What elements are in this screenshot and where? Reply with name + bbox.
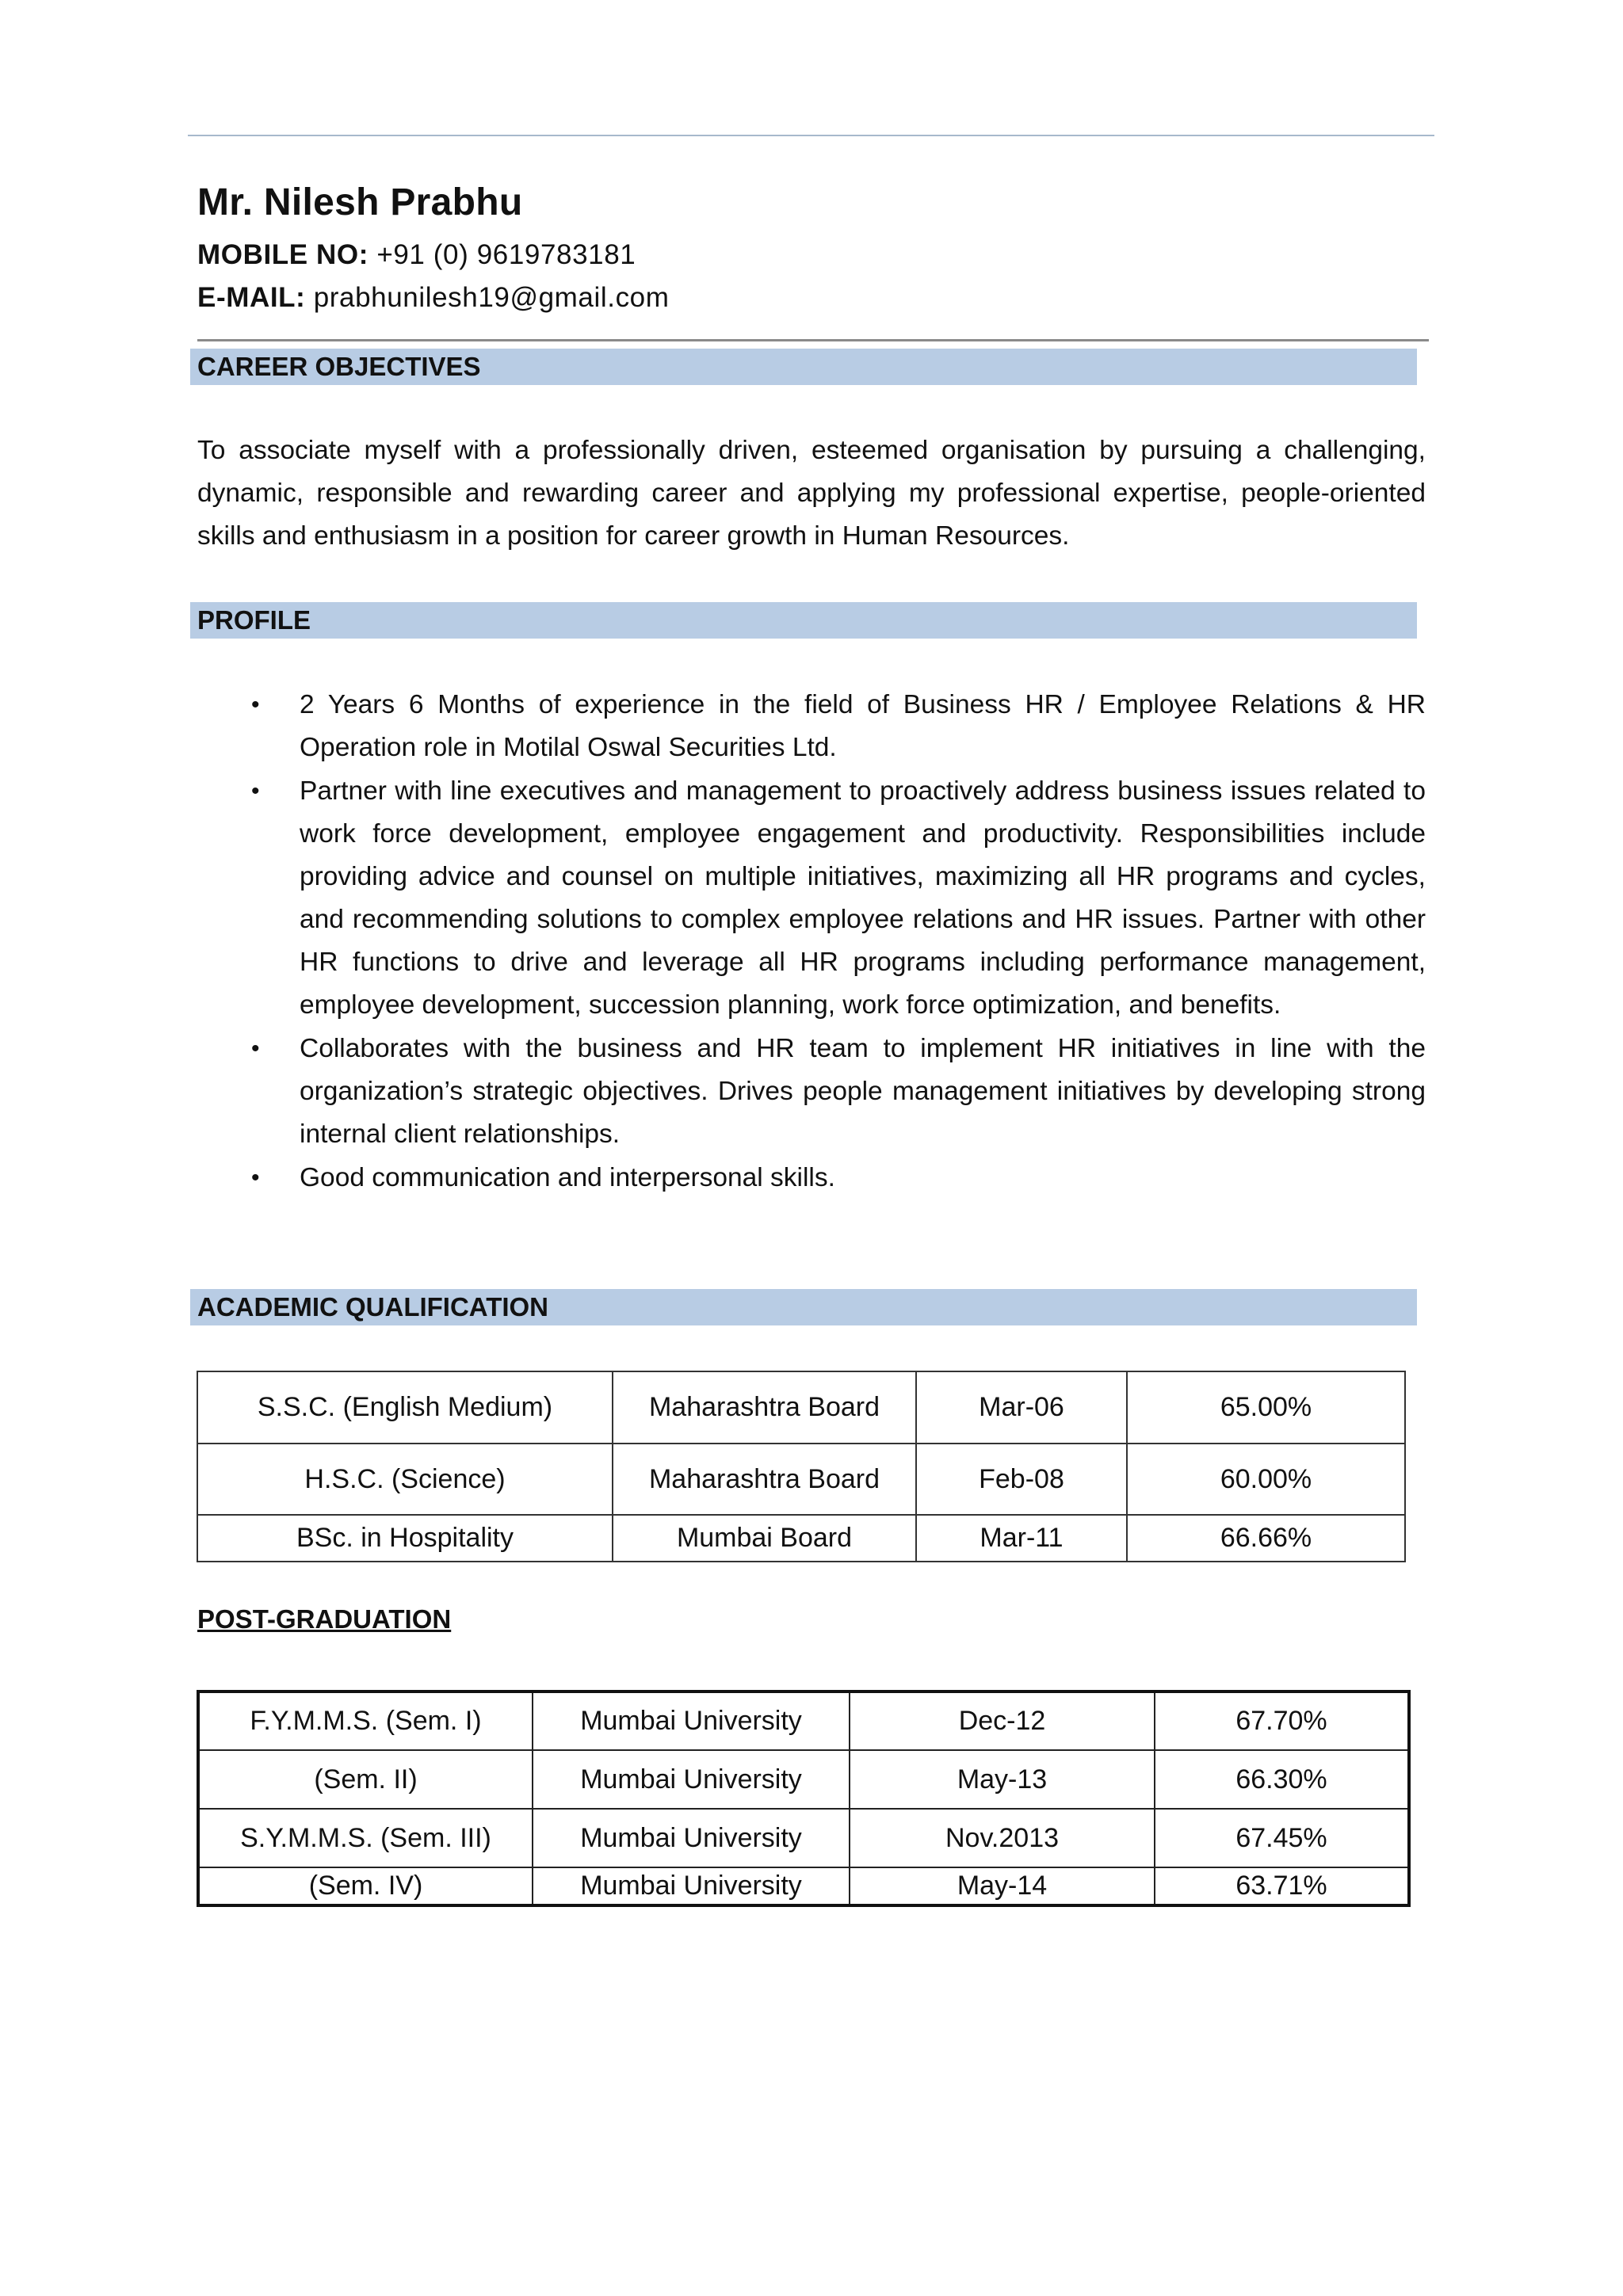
- table-cell: Dec-12: [850, 1691, 1155, 1750]
- profile-item-text: Collaborates with the business and HR team to implement HR initiatives in line with the organization’s strategic objectives. Drives people management initiatives by developing strong internal client relationships.: [300, 1034, 1426, 1149]
- table-row: [198, 1750, 1409, 1809]
- objective-paragraph: To associate myself with a professionally driven, esteemed organisation by pursuing a challenging, dynamic, responsible and rewarding career and applying my professional expertise, people-oriented skills and enthusiasm in a position for career growth in Human Resources.: [197, 436, 1426, 551]
- section-academic-qualification: ACADEMIC QUALIFICATION: [190, 1289, 1417, 1325]
- mobile-line: [197, 239, 636, 271]
- table-cell: Mar-06: [916, 1371, 1127, 1444]
- list-item: [197, 1028, 1426, 1156]
- table-row: [197, 1444, 1405, 1515]
- top-divider: [188, 135, 1434, 136]
- table-cell: 67.70%: [1155, 1691, 1409, 1750]
- table-row: [197, 1515, 1405, 1562]
- bullet-icon: •: [251, 1035, 260, 1062]
- table-cell: May-14: [850, 1867, 1155, 1905]
- post-graduation-table: [197, 1690, 1411, 1907]
- section-career-objectives: CAREER OBJECTIVES: [190, 349, 1417, 385]
- table-row: [198, 1809, 1409, 1867]
- table-cell: Mumbai University: [533, 1750, 850, 1809]
- table-cell: Mumbai Board: [613, 1515, 916, 1562]
- list-item: [197, 684, 1426, 769]
- table-cell: Mumbai University: [533, 1809, 850, 1867]
- table-row: [198, 1867, 1409, 1905]
- candidate-name: Mr. Nilesh Prabhu: [197, 181, 523, 223]
- table-cell: Nov.2013: [850, 1809, 1155, 1867]
- table-row: [197, 1371, 1405, 1444]
- table-cell: F.Y.M.M.S. (Sem. I): [198, 1691, 533, 1750]
- table-cell: S.S.C. (English Medium): [197, 1371, 613, 1444]
- table-cell: 63.71%: [1155, 1867, 1409, 1905]
- table-cell: Mumbai University: [533, 1867, 850, 1905]
- table-cell: 65.00%: [1127, 1371, 1405, 1444]
- table-cell: Mumbai University: [533, 1691, 850, 1750]
- table-cell: Mar-11: [916, 1515, 1127, 1562]
- list-item: [197, 1157, 1426, 1199]
- table-row: [198, 1691, 1409, 1750]
- table-cell: (Sem. IV): [198, 1867, 533, 1905]
- academic-table: [197, 1371, 1406, 1562]
- table-cell: (Sem. II): [198, 1750, 533, 1809]
- bullet-icon: •: [251, 778, 260, 804]
- table-cell: 66.30%: [1155, 1750, 1409, 1809]
- table-cell: S.Y.M.M.S. (Sem. III): [198, 1809, 533, 1867]
- table-cell: 66.66%: [1127, 1515, 1405, 1562]
- post-graduation-heading: POST-GRADUATION: [197, 1604, 452, 1634]
- profile-item-text: Good communication and interpersonal skills.: [300, 1163, 835, 1192]
- email-value: prabhunilesh19@gmail.com: [313, 282, 670, 313]
- header-divider: [197, 339, 1429, 341]
- table-cell: Feb-08: [916, 1444, 1127, 1515]
- table-cell: Maharashtra Board: [613, 1444, 916, 1515]
- table-cell: May-13: [850, 1750, 1155, 1809]
- email-line: [197, 282, 670, 314]
- table-cell: 67.45%: [1155, 1809, 1409, 1867]
- table-cell: Maharashtra Board: [613, 1371, 916, 1444]
- mobile-value: +91 (0) 9619783181: [376, 239, 636, 270]
- table-cell: 60.00%: [1127, 1444, 1405, 1515]
- section-profile: PROFILE: [190, 602, 1417, 639]
- profile-item-text: Partner with line executives and management to proactively address business issues related to work force development, employee engagement and productivity. Responsibilities include providing advice and counsel on multiple initiatives, maximizing all HR programs and cycles, and recommending solutions to complex employee relations and HR issues. Partner with other HR functions to drive and leverage all HR programs including performance management, employee development, succession planning, work force optimization, and benefits.: [300, 776, 1426, 1020]
- mobile-label: MOBILE NO:: [197, 239, 369, 270]
- email-label: E-MAIL:: [197, 282, 306, 313]
- bullet-icon: •: [251, 1165, 260, 1191]
- list-item: [197, 770, 1426, 1027]
- profile-item-text: 2 Years 6 Months of experience in the field of Business HR / Employee Relations & HR Operation role in Motilal Oswal Securities Ltd.: [300, 690, 1426, 762]
- bullet-icon: •: [251, 692, 260, 718]
- profile-list: [197, 684, 1426, 1200]
- table-cell: H.S.C. (Science): [197, 1444, 613, 1515]
- table-cell: BSc. in Hospitality: [197, 1515, 613, 1562]
